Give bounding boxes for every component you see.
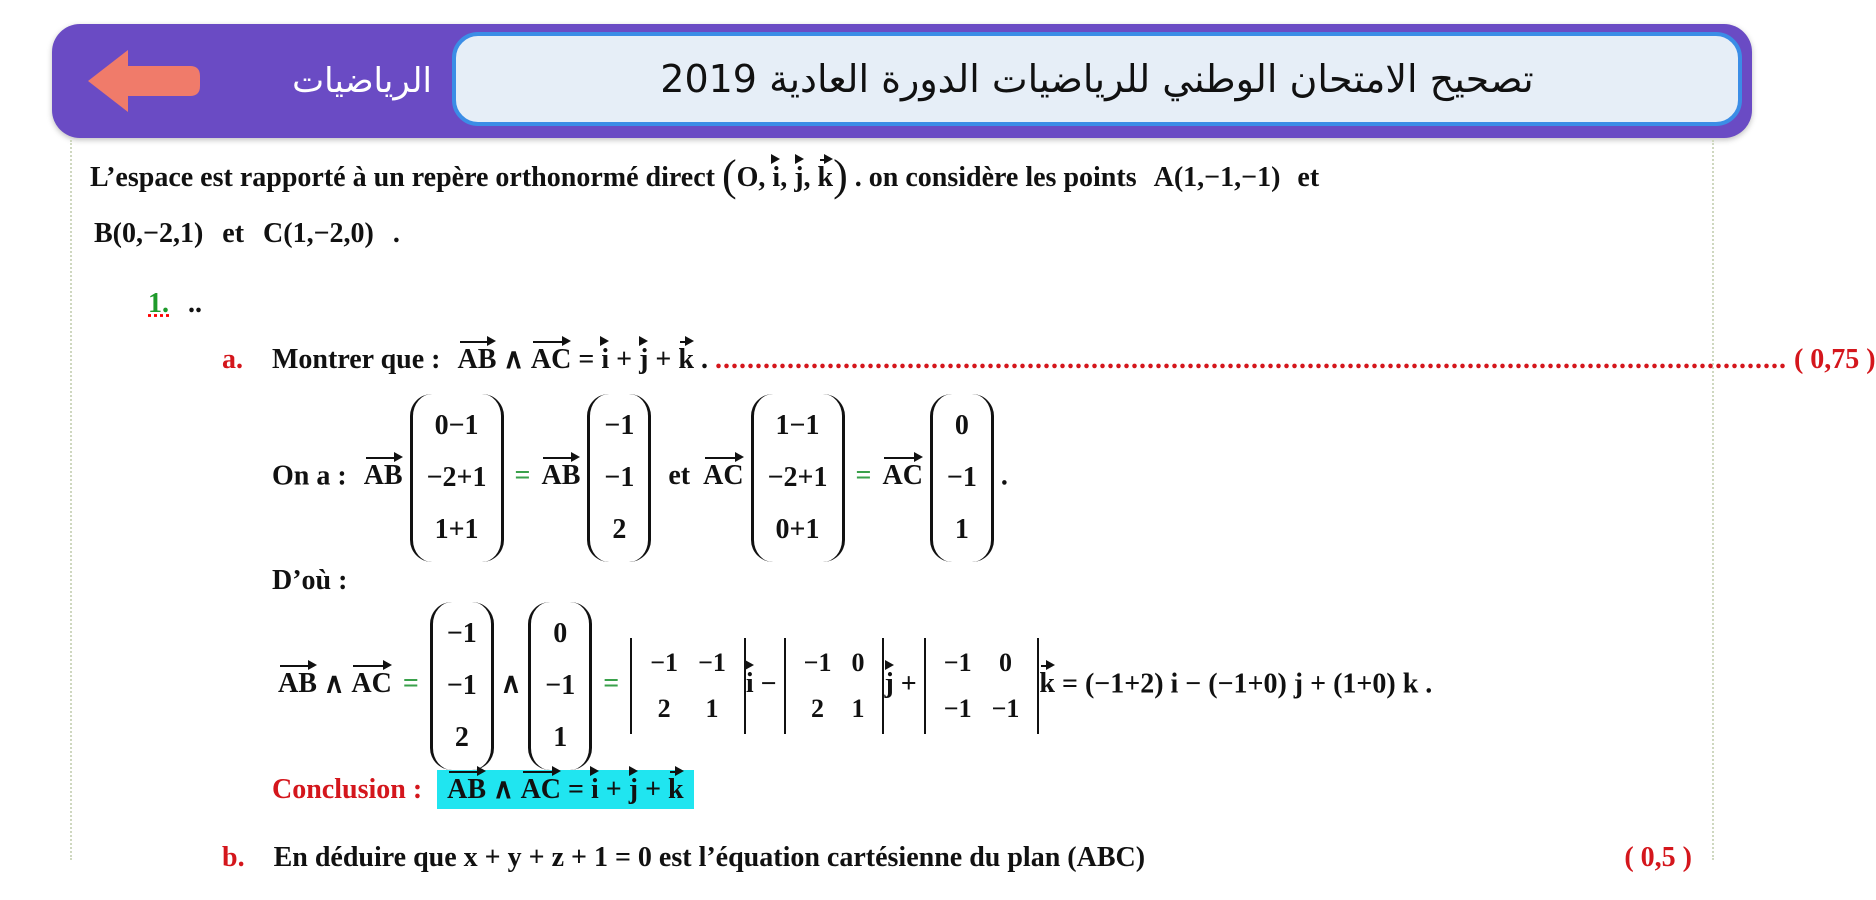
point-c: C(1,−2,0) [263, 218, 374, 249]
part-b-text: En déduire que x + y + z + 1 = 0 est l’équation cartésienne du plan (ABC) [273, 842, 1146, 873]
intro-text: L’espace est rapporté à un repère orthonormé direct [90, 162, 715, 193]
conj-et-3: et [668, 460, 691, 492]
cross-matrix-ac: 0 −1 1 [528, 602, 592, 770]
conclusion-formula: AB ∧ AC = i + j + k [437, 770, 693, 809]
on-a-label: On a : [272, 460, 347, 492]
header-bar [52, 24, 1752, 138]
intro-line-2 [94, 218, 400, 250]
conj-et: et [1297, 162, 1320, 193]
leader-dots: ...................................................................................................................................... [714, 344, 1787, 375]
subject-label: الرياضيات [292, 61, 432, 101]
back-button[interactable] [84, 46, 204, 116]
determinant-2: −1 0 2 1 [784, 638, 885, 734]
point-b: B(0,−2,1) [94, 218, 204, 249]
conj-et-2: et [222, 218, 245, 249]
end-dot: . [392, 218, 400, 249]
vector-computation: On a : AB 0−1 −2+1 1+1 = AB −1 −1 2 et AC 1−1 −2+1 0+1 = AC 0 −1 1 . [272, 394, 1008, 562]
part-a-label: a. [222, 344, 243, 375]
determinant-1: −1 −1 2 1 [630, 638, 746, 734]
intro-text-end: . on considère les points [854, 162, 1137, 193]
part-b-points: ( 0,5 ) [1624, 842, 1692, 873]
cross-expansion: = (−1+2) i − (−1+0) j + (1+0) k . [1062, 668, 1433, 700]
ab-result-matrix: −1 −1 2 [587, 394, 651, 562]
part-b-line [222, 842, 1702, 874]
cross-product-line: AB ∧ AC = −1 −1 2 ∧ 0 −1 1 = −1 −1 2 1 i − −1 0 2 1 j + −1 0 −1 −1 k = (−1+2) i − (−1+0) j + (1+0) k . [278, 602, 1432, 770]
part-a-points: ( 0,75 ) [1793, 344, 1876, 375]
ab-calc-matrix: 0−1 −2+1 1+1 [410, 394, 504, 562]
ac-calc-matrix: 1−1 −2+1 0+1 [751, 394, 845, 562]
determinant-3: −1 0 −1 −1 [924, 638, 1040, 734]
part-a-formula: AB ∧ AC = i + j + k . [457, 344, 715, 375]
part-a-line [222, 342, 1876, 376]
dou-label: D’où : [272, 565, 348, 596]
cross-matrix-ab: −1 −1 2 [430, 602, 494, 770]
question-number-after: .. [188, 288, 202, 319]
title-box [452, 32, 1742, 126]
part-b-label: b. [222, 842, 245, 873]
back-arrow-icon [84, 46, 204, 116]
point-a: A(1,−1,−1) [1153, 162, 1281, 193]
intro-line-1: L’espace est rapporté à un repère orthonormé direct (O, i, j, k) . on considère les points A(1,−1,−1) et [90, 151, 1320, 200]
conclusion-line [272, 772, 694, 806]
document-content [70, 140, 1876, 873]
part-a-text: Montrer que : [272, 344, 441, 375]
ac-result-matrix: 0 −1 1 [930, 394, 994, 562]
conclusion-label: Conclusion : [272, 774, 423, 805]
page-title: تصحيح الامتحان الوطني للرياضيات الدورة العادية 2019 [660, 57, 1534, 101]
question-number-label: 1. [148, 288, 169, 319]
question-number [148, 288, 202, 320]
